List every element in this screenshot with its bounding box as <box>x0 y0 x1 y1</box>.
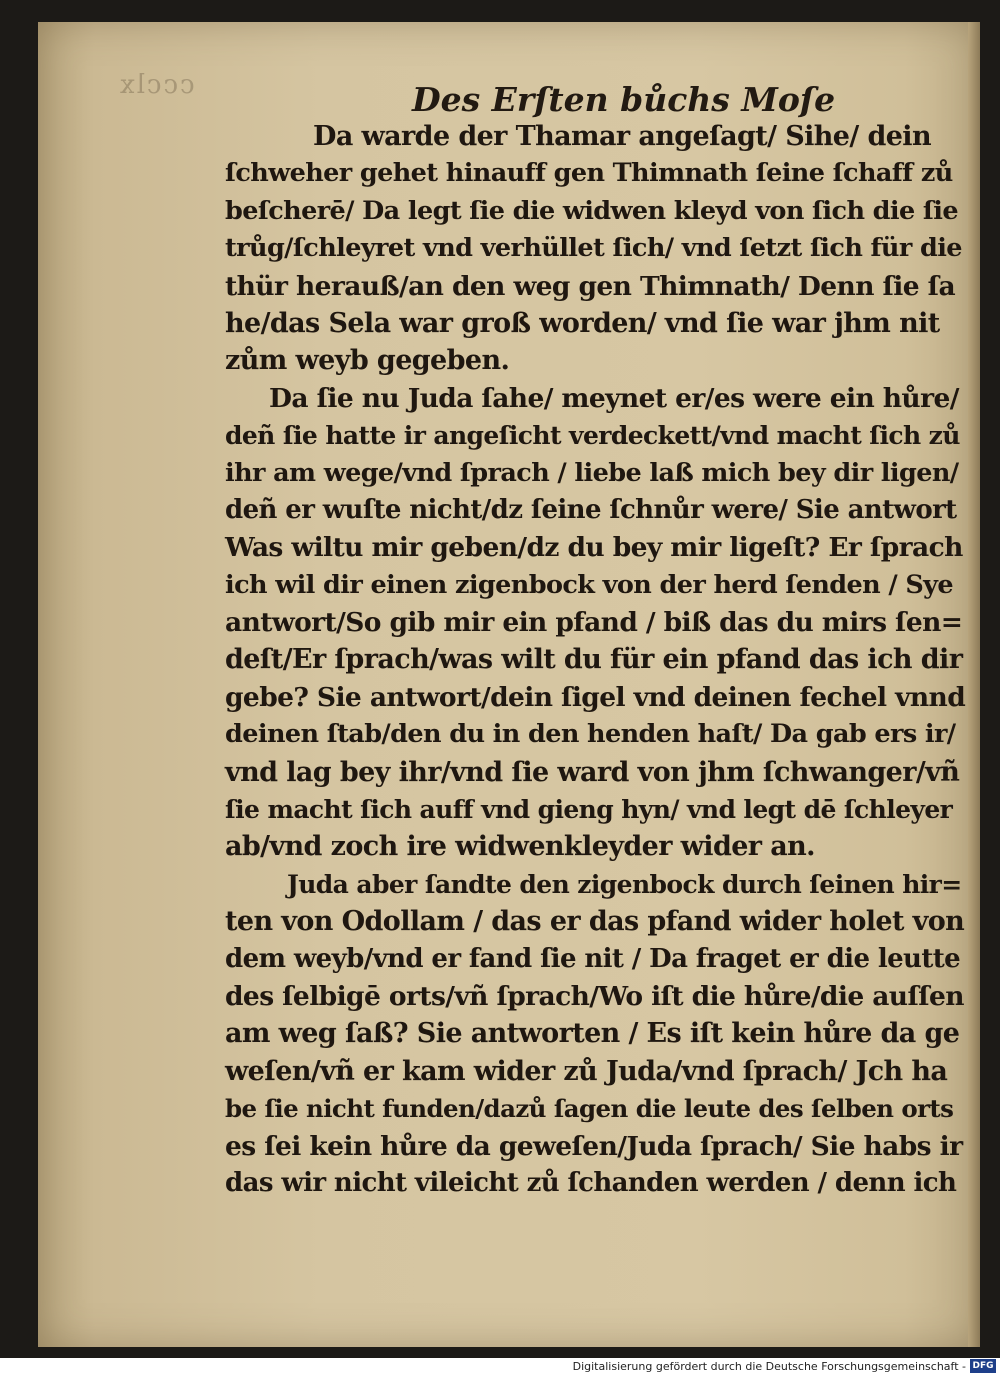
text-line: deſt/Er ſprach/was wilt du für ein pfand das ich dir <box>225 644 963 676</box>
text-line: weſen/vñ er kam wider zů Juda/vnd ſprach/ Jch ha <box>225 1055 948 1087</box>
text-line: deñ er wuſte nicht/dz ſeine ſchnůr were/ Sie antwort <box>225 494 957 525</box>
text-line: beſcherē/ Da legt ſie die widwen kleyd von ſich die ſie <box>225 195 958 226</box>
text-line: ſchweher gehet hinauff gen Thimnath ſeine ſchaff zů <box>225 158 953 189</box>
text-line: Da warde der Thamar angeſagt/ Sihe/ dein <box>313 121 931 152</box>
text-line: deñ ſie hatte ir angeſicht verdeckett/vnd macht ſich zů <box>225 421 960 451</box>
text-line: antwort/So gib mir ein pfand / biß das du mirs ſen= <box>225 607 963 639</box>
text-block <box>225 118 965 1202</box>
text-line: ſie macht ſich auff vnd gieng hyn/ vnd legt dē ſchleyer <box>225 795 953 825</box>
text-line: zům weyb gegeben. <box>225 345 510 377</box>
text-line: he/das Sela war groß worden/ vnd ſie war jhm nit <box>225 307 940 339</box>
text-line: ich wil dir einen zigenbock von der herd ſenden / Sye <box>225 569 953 600</box>
dfg-logo[interactable]: DFG <box>970 1359 996 1373</box>
text-line: gebe? Sie antwort/dein ſigel vnd deinen fechel vnnd <box>225 681 966 713</box>
text-line: vnd lag bey ihr/vnd ſie ward von jhm ſchwanger/vñ <box>225 756 960 788</box>
text-line: trůg/ſchleyret vnd verhüllet ſich/ vnd ſetzt ſich für die <box>225 233 962 264</box>
text-line: es ſei kein hůre da geweſen/Juda ſprach/ Sie habs ir <box>225 1130 963 1162</box>
text-line: be ſie nicht funden/dazů ſagen die leute des ſelben orts <box>225 1094 954 1124</box>
text-line: dem weyb/vnd er fand ſie nit / Da fraget er die leutte <box>225 943 961 974</box>
text-line: des ſelbigē orts/vñ ſprach/Wo iſt die hůre/die auſſen <box>225 980 964 1012</box>
text-line: Juda aber ſandte den zigenbock durch ſeinen hir= <box>287 869 962 899</box>
text-line: Da ſie nu Juda ſahe/ meynet er/es were ein hůre/ <box>269 382 959 414</box>
bleed-through-text: ccclx <box>118 70 195 100</box>
text-line: am weg ſaß? Sie antworten / Es iſt kein hůre da ge <box>225 1018 960 1050</box>
running-head: Des Erſten bůchs Moſe <box>412 80 836 119</box>
text-line: das wir nicht vileicht zů ſchanden werden / denn ich <box>225 1167 957 1198</box>
text-line: ab/vnd zoch ire widwenkleyder wider an. <box>225 831 815 863</box>
text-line: thür herauß/an den weg gen Thimnath/ Denn ſie ſa <box>225 270 956 302</box>
text-line: ten von Odollam / das er das pfand wider holet von <box>225 906 965 938</box>
text-line: Was wiltu mir geben/dz du bey mir ligeſt? Er ſprach <box>225 532 963 564</box>
text-line: ihr am wege/vnd ſprach / liebe laß mich bey dir ligen/ <box>225 457 959 488</box>
text-line: deinen ſtab/den du in den henden haſt/ Da gab ers ir/ <box>225 719 956 750</box>
page-edge <box>968 22 980 1347</box>
footer-bar <box>0 1358 1000 1376</box>
digitization-credit: Digitalisierung gefördert durch die Deutsche Forschungsgemeinschaft - <box>572 1360 966 1373</box>
